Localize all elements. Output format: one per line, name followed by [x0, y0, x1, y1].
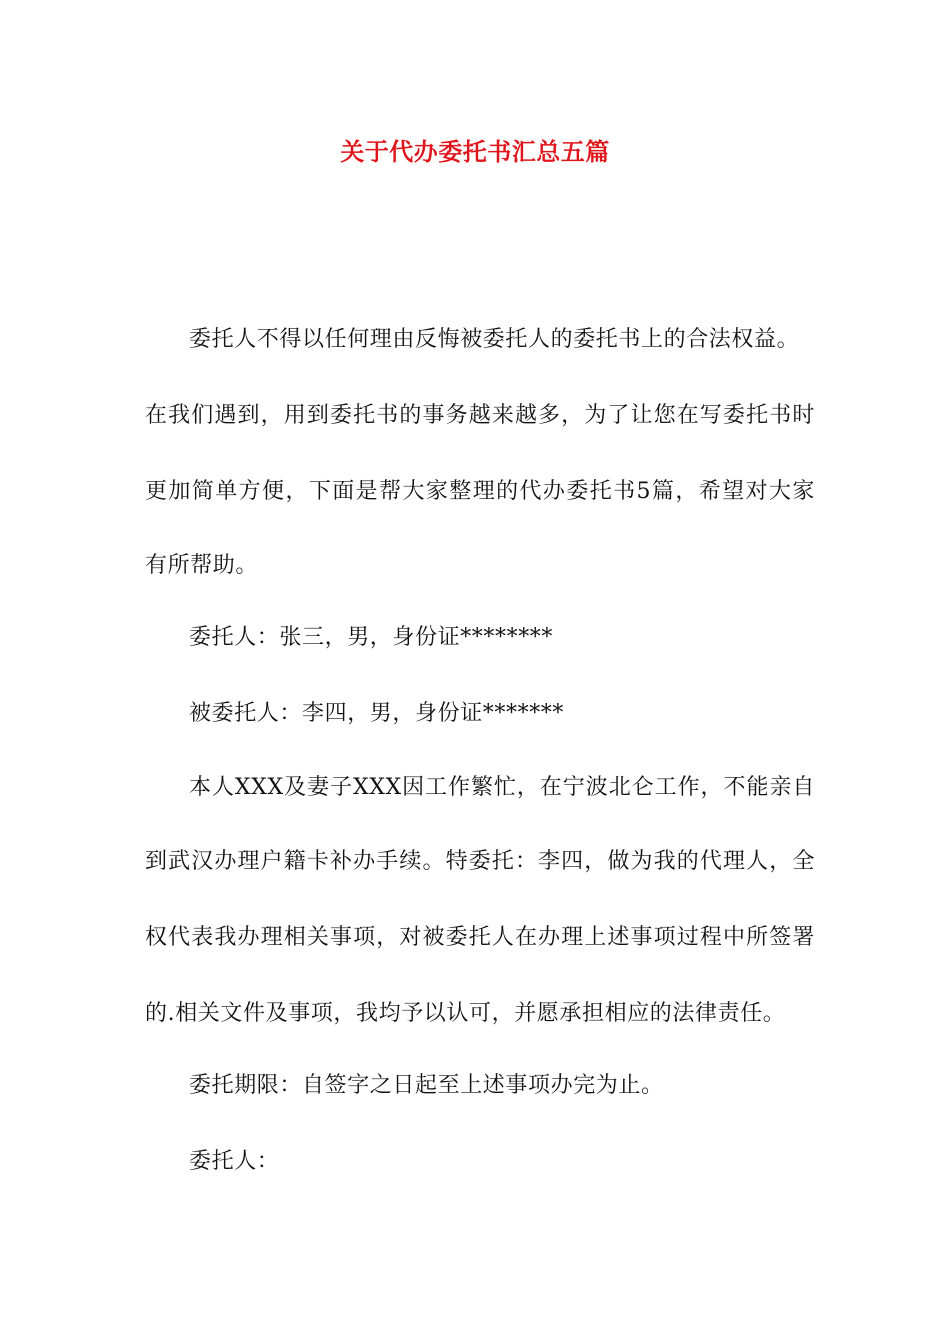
intro-line-3: 更加简单方便，下面是帮大家整理的代办委托书5篇，希望对大家	[145, 479, 815, 504]
matter-line-4: 的.相关文件及事项，我均予以认可，并愿承担相应的法律责任。	[145, 1001, 786, 1026]
page-title: 关于代办委托书汇总五篇	[340, 137, 610, 166]
signature-label: 委托人：	[189, 1149, 280, 1174]
intro-line-1: 委托人不得以任何理由反悔被委托人的委托书上的合法权益。	[189, 327, 800, 352]
matter-line-2: 到武汉办理户籍卡补办手续。特委托：李四，做为我的代理人，全	[145, 849, 815, 874]
matter-line-1: 本人XXX及妻子XXX因工作繁忙，在宁波北仑工作，不能亲自	[189, 775, 815, 800]
intro-line-2: 在我们遇到，用到委托书的事务越来越多，为了让您在写委托书时	[145, 403, 815, 428]
agent-line: 被委托人：李四，男，身份证*******	[189, 701, 565, 726]
term-line: 委托期限：自签字之日起至上述事项办完为止。	[189, 1073, 664, 1098]
intro-line-4: 有所帮助。	[145, 553, 259, 578]
matter-line-3: 权代表我办理相关事项，对被委托人在办理上述事项过程中所签署	[145, 925, 815, 950]
principal-line: 委托人：张三，男，身份证********	[189, 625, 554, 650]
